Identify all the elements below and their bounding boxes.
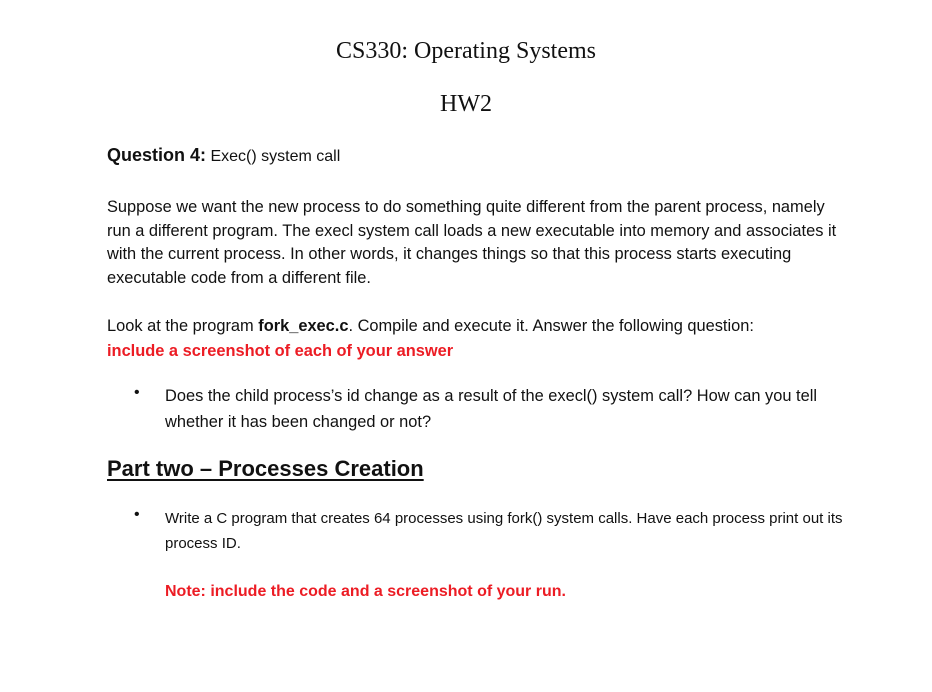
list-item: Does the child process’s id change as a result of the execl() system call? How can you tell whether it has been changed or not? <box>165 387 817 431</box>
screenshot-instruction: include a screenshot of each of your answer <box>107 341 454 360</box>
question-topic: Exec() system call <box>210 148 341 165</box>
question-label: Question 4: <box>107 145 207 165</box>
program-name: fork_exec.c <box>258 317 349 335</box>
instruction-paragraph <box>107 314 837 363</box>
instruction-prefix: Look at the program <box>107 317 259 335</box>
course-title: CS330: Operating Systems <box>335 38 596 64</box>
section-heading: Part two – Processes Creation <box>107 456 424 481</box>
bullet-icon: • <box>134 384 140 401</box>
list-item: Write a C program that creates 64 processes using fork() system calls. Have each process print out its process ID. <box>165 510 843 552</box>
intro-paragraph: Suppose we want the new process to do something quite different from the parent process, namely run a different program. The execl system call loads a new executable into memory and associates it with the current process. In other words, it changes things so that this process starts executing executable code from a different file. <box>107 198 837 287</box>
note-text: Note: include the code and a screenshot of your run. <box>165 583 566 600</box>
instruction-suffix: . Compile and execute it. Answer the following question: <box>348 317 754 335</box>
homework-title: HW2 <box>440 91 492 117</box>
bullet-icon: • <box>134 506 140 523</box>
question-heading <box>107 145 340 166</box>
